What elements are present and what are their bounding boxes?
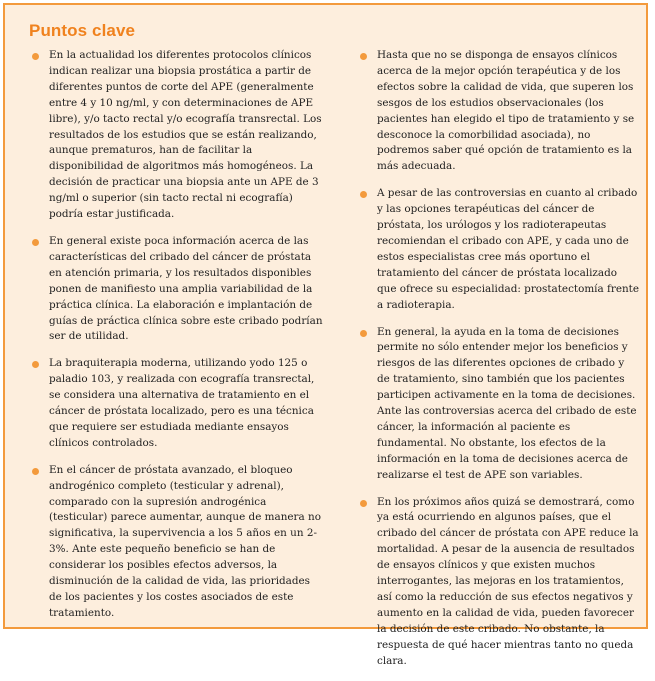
left-column	[29, 48, 325, 633]
list-item	[29, 234, 325, 345]
bullet-dot-icon	[360, 330, 367, 337]
list-item-text: La braquiterapia moderna, utilizando yodo 125 o paladio 103, y realizada con ecografía transrectal, se considera una alternativa de tratamiento en el cáncer de próstata localizado, pero es una técnica que requiere ser estudiada mediante ensayos clínicos controlados.	[49, 357, 315, 449]
list-item	[357, 325, 639, 484]
list-item	[29, 463, 325, 622]
box-title: Puntos clave	[29, 21, 136, 40]
bullet-dot-icon	[360, 53, 367, 60]
bullet-dot-icon	[32, 239, 39, 246]
list-item-text: En el cáncer de próstata avanzado, el bloqueo androgénico completo (testicular y adrenal), comparado con la supresión androgénica (testicular) parece aumentar, aunque de manera no significativa, la supervivencia a los 5 años en un 2-3%. Ante este pequeño beneficio se han de considerar los posibles efectos adversos, la disminución de la calidad de vida, las prioridades de los pacientes y los costes asociados de este tratamiento.	[49, 463, 321, 619]
list-item-text: Hasta que no se disponga de ensayos clínicos acerca de la mejor opción terapéutica y de los efectos sobre la calidad de vida, que superen los sesgos de los estudios observacionales (los pacientes han elegido el tipo de tratamiento y se desconoce la comorbilidad asociada), no podremos saber qué opción de tratamiento es la más adecuada.	[377, 49, 635, 173]
list-item	[357, 186, 639, 313]
bullet-dot-icon	[360, 500, 367, 507]
bullet-dot-icon	[32, 361, 39, 368]
list-item	[357, 495, 639, 670]
list-item-text: En general, la ayuda en la toma de decisiones permite no sólo entender mejor los beneficios y riesgos de las diferentes opciones de cribado y de tratamiento, sino también que los pacientes participen activamente en la toma de decisiones. Ante las controversias acerca del cribado de este cáncer, la información al paciente es fundamental. No obstante, los efectos de la información en la toma de decisiones acerca de realizarse el test de APE son variables.	[377, 325, 637, 481]
key-points-box	[3, 3, 648, 667]
bullet-dot-icon	[32, 53, 39, 60]
bullet-dot-icon	[360, 191, 367, 198]
list-item-text: En general existe poca información acerca de las características del cribado del cáncer de próstata en atención primaria, y los resultados disponibles ponen de manifiesto una amplia variabilidad de la práctica clínica. La elaboración e implantación de guías de práctica clínica sobre este cribado podrían ser de utilidad.	[49, 234, 323, 343]
bullet-dot-icon	[32, 468, 39, 475]
list-item-text: En los próximos años quizá se demostrará, como ya está ocurriendo en algunos países, que el cribado del cáncer de próstata con APE reduce la mortalidad. A pesar de la ausencia de resultados de ensayos clínicos y que existen muchos interrogantes, las mejoras en los tratamientos, así como la reducción de sus efectos negativos y aumento en la calidad de vida, pueden favorecer la decisión de este cribado. No obstante, la respuesta de qué hacer mientras tanto no queda clara.	[377, 495, 639, 667]
list-item-text: En la actualidad los diferentes protocolos clínicos indican realizar una biopsia prostática a partir de diferentes puntos de corte del APE (generalmente entre 4 y 10 ng/ml, y con determinaciones de APE libre), y/o tacto rectal y/o ecografía transrectal. Los resultados de los estudios que se están realizando, aunque prematuros, han de facilitar la disponibilidad de algoritmos más homogéneos. La decisión de practicar una biopsia ante un APE de 3 ng/ml o superior (sin tacto rectal ni ecografía) podría estar justificada.	[49, 49, 322, 221]
right-column	[357, 48, 639, 681]
list-item	[29, 356, 325, 451]
list-item	[29, 48, 325, 223]
list-item-text: A pesar de las controversias en cuanto al cribado y las opciones terapéuticas del cáncer de próstata, los urólogos y los radioterapeutas recomiendan el cribado con APE, y cada uno de estos especialistas cree más oportuno el tratamiento del cáncer de próstata localizado que ofrece su especialidad: prostatectomía frente a radioterapia.	[377, 187, 639, 311]
list-item	[357, 48, 639, 175]
